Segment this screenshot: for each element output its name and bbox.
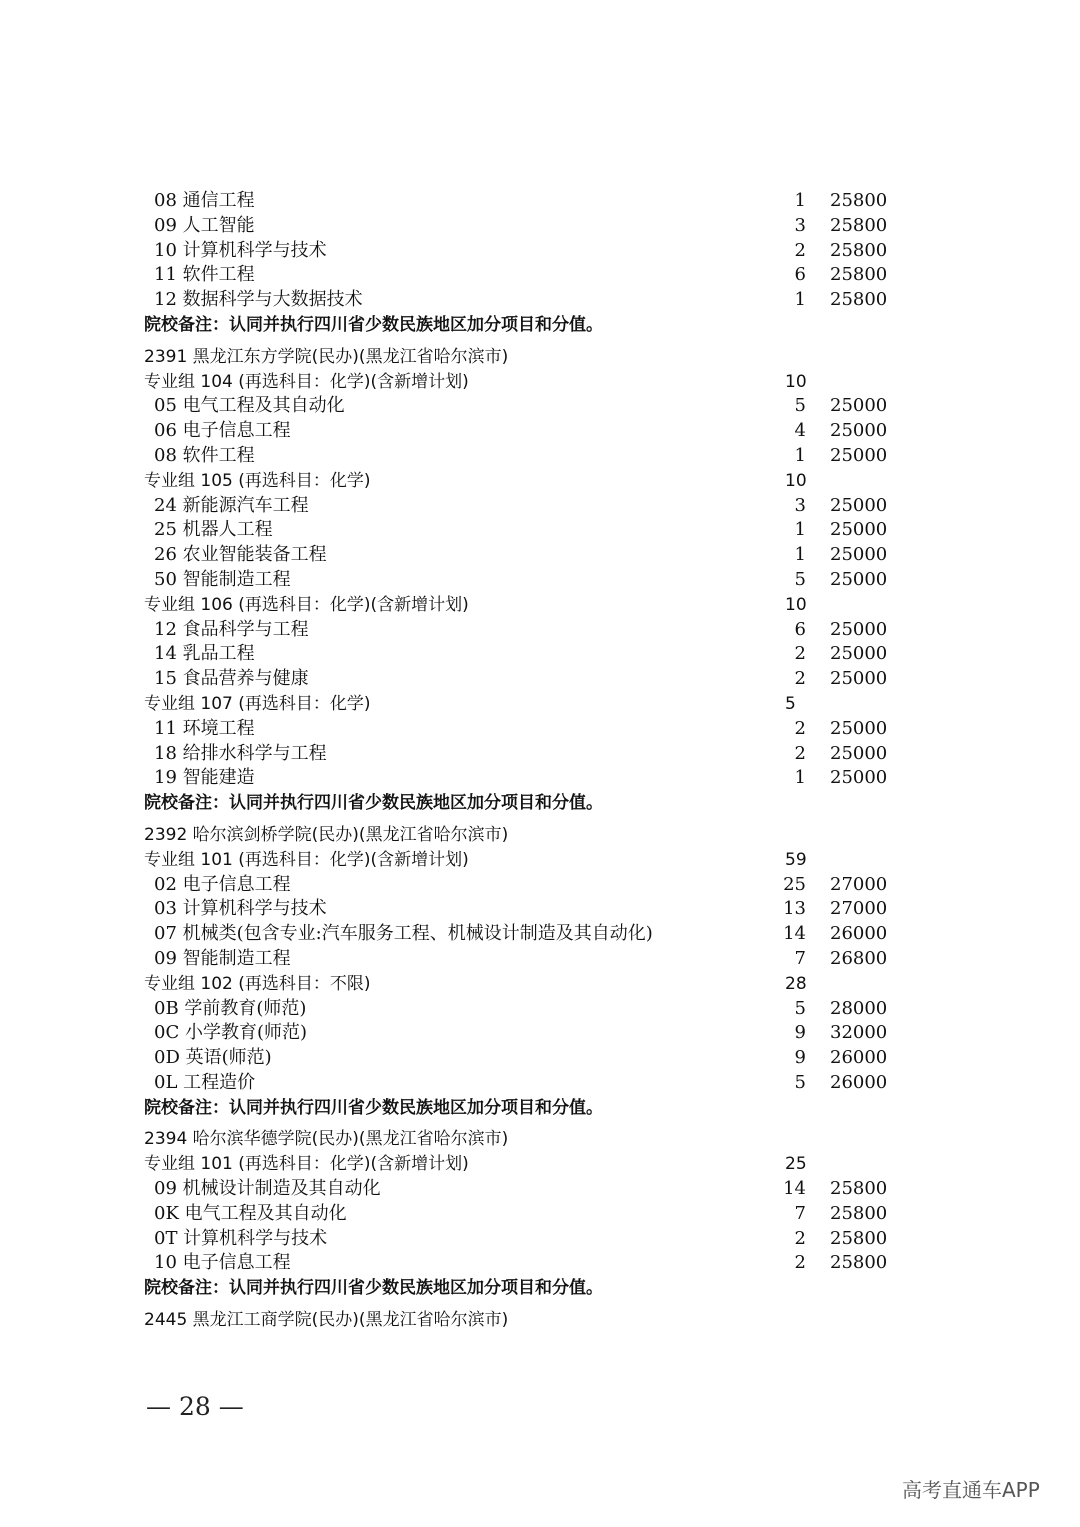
major-name: 06 电子信息工程 xyxy=(154,420,291,442)
major-row xyxy=(144,1071,924,1096)
tuition-fee: 26800 xyxy=(830,947,888,969)
tuition-fee: 25000 xyxy=(830,544,888,566)
major-name: 02 电子信息工程 xyxy=(154,873,291,895)
tuition-fee: 25000 xyxy=(830,618,888,640)
plan-count: 3 xyxy=(794,494,806,516)
major-row xyxy=(144,897,924,922)
group-plan-count: 10 xyxy=(785,470,807,491)
group-plan-count: 10 xyxy=(785,371,807,392)
group-plan-count: 10 xyxy=(785,594,807,615)
plan-count: 1 xyxy=(794,767,806,789)
note-text: 院校备注：认同并执行四川省少数民族地区加分项目和分值。 xyxy=(144,793,603,814)
major-row xyxy=(144,618,924,643)
group-name: 专业组 106 (再选科目：化学)(含新增计划) xyxy=(144,594,469,615)
plan-count: 6 xyxy=(794,264,806,286)
major-name: 50 智能制造工程 xyxy=(154,568,291,590)
plan-count: 13 xyxy=(783,898,806,920)
tuition-fee: 25800 xyxy=(830,264,888,286)
major-name: 14 乳品工程 xyxy=(154,643,255,665)
tuition-fee: 25800 xyxy=(830,1202,888,1224)
major-group-row xyxy=(144,370,924,395)
major-row xyxy=(144,1202,924,1227)
group-name: 专业组 105 (再选科目：化学) xyxy=(144,470,371,491)
note-text: 院校备注：认同并执行四川省少数民族地区加分项目和分值。 xyxy=(144,314,603,335)
major-name: 09 人工智能 xyxy=(154,214,255,236)
school-header xyxy=(144,1308,924,1333)
tuition-fee: 25000 xyxy=(830,643,888,665)
tuition-fee: 26000 xyxy=(830,1047,888,1069)
major-row xyxy=(144,444,924,469)
major-name: 18 给排水科学与工程 xyxy=(154,742,327,764)
major-name: 0L 工程造价 xyxy=(154,1071,256,1093)
major-row xyxy=(144,922,924,947)
school-note xyxy=(144,1276,924,1301)
major-row xyxy=(144,742,924,767)
plan-count: 2 xyxy=(794,668,806,690)
major-row xyxy=(144,1177,924,1202)
tuition-fee: 26000 xyxy=(830,923,888,945)
tuition-fee: 28000 xyxy=(830,997,888,1019)
school-note xyxy=(144,791,924,816)
plan-count: 1 xyxy=(794,544,806,566)
tuition-fee: 25800 xyxy=(830,1252,888,1274)
tuition-fee: 25800 xyxy=(830,190,888,211)
major-group-row xyxy=(144,848,924,873)
tuition-fee: 25800 xyxy=(830,1178,888,1200)
major-group-row xyxy=(144,469,924,494)
plan-count: 2 xyxy=(794,1227,806,1249)
plan-count: 2 xyxy=(794,1252,806,1274)
group-plan-count: 59 xyxy=(785,849,807,870)
plan-count: 9 xyxy=(794,1022,806,1044)
major-row xyxy=(144,288,924,313)
group-plan-count: 28 xyxy=(785,973,807,994)
major-name: 12 食品科学与工程 xyxy=(154,618,309,640)
major-row xyxy=(144,642,924,667)
plan-count: 7 xyxy=(794,1202,806,1224)
major-name: 0D 英语(师范) xyxy=(154,1047,272,1069)
major-name: 10 电子信息工程 xyxy=(154,1252,291,1274)
major-name: 26 农业智能装备工程 xyxy=(154,544,327,566)
major-name: 19 智能建造 xyxy=(154,767,255,789)
major-name: 09 机械设计制造及其自动化 xyxy=(154,1178,381,1200)
major-name: 11 环境工程 xyxy=(154,717,255,739)
plan-count: 4 xyxy=(794,420,806,442)
major-name: 07 机械类(包含专业:汽车服务工程、机械设计制造及其自动化) xyxy=(154,923,653,945)
app-watermark: 高考直通车APP xyxy=(902,1478,1040,1502)
enrollment-plan-list xyxy=(144,189,924,1333)
tuition-fee: 25000 xyxy=(830,767,888,789)
major-row xyxy=(144,997,924,1022)
plan-count: 3 xyxy=(794,214,806,236)
major-name: 15 食品营养与健康 xyxy=(154,668,309,690)
major-row xyxy=(144,419,924,444)
major-row xyxy=(144,717,924,742)
major-name: 08 软件工程 xyxy=(154,444,255,466)
major-row xyxy=(144,1251,924,1276)
major-row xyxy=(144,568,924,593)
tuition-fee: 25000 xyxy=(830,668,888,690)
major-row xyxy=(144,494,924,519)
tuition-fee: 25000 xyxy=(830,568,888,590)
plan-count: 1 xyxy=(794,519,806,541)
school-name: 2391 黑龙江东方学院(民办)(黑龙江省哈尔滨市) xyxy=(144,346,509,367)
school-name: 2445 黑龙江工商学院(民办)(黑龙江省哈尔滨市) xyxy=(144,1310,509,1331)
tuition-fee: 25000 xyxy=(830,395,888,417)
major-row xyxy=(144,239,924,264)
major-name: 03 计算机科学与技术 xyxy=(154,898,327,920)
tuition-fee: 25000 xyxy=(830,742,888,764)
major-row xyxy=(144,214,924,239)
major-name: 05 电气工程及其自动化 xyxy=(154,395,345,417)
major-row xyxy=(144,873,924,898)
tuition-fee: 25800 xyxy=(830,1227,888,1249)
major-name: 12 数据科学与大数据技术 xyxy=(154,289,363,311)
tuition-fee: 25000 xyxy=(830,519,888,541)
tuition-fee: 26000 xyxy=(830,1071,888,1093)
group-name: 专业组 104 (再选科目：化学)(含新增计划) xyxy=(144,371,469,392)
major-name: 25 机器人工程 xyxy=(154,519,273,541)
major-row xyxy=(144,543,924,568)
plan-count: 14 xyxy=(783,1178,806,1200)
tuition-fee: 25000 xyxy=(830,494,888,516)
major-name: 10 计算机科学与技术 xyxy=(154,239,327,261)
major-name: 0K 电气工程及其自动化 xyxy=(154,1202,347,1224)
major-group-row xyxy=(144,1152,924,1177)
school-header xyxy=(144,823,924,848)
group-name: 专业组 107 (再选科目：化学) xyxy=(144,693,371,714)
plan-count: 5 xyxy=(794,997,806,1019)
major-name: 0B 学前教育(师范) xyxy=(154,997,307,1019)
plan-count: 5 xyxy=(794,568,806,590)
group-name: 专业组 101 (再选科目：化学)(含新增计划) xyxy=(144,849,469,870)
tuition-fee: 25000 xyxy=(830,444,888,466)
major-row xyxy=(144,1021,924,1046)
major-row xyxy=(144,518,924,543)
tuition-fee: 25000 xyxy=(830,717,888,739)
plan-count: 2 xyxy=(794,239,806,261)
tuition-fee: 25800 xyxy=(830,289,888,311)
plan-count: 2 xyxy=(794,643,806,665)
page-number: — 28 — xyxy=(146,1392,244,1421)
major-name: 08 通信工程 xyxy=(154,190,255,211)
major-row xyxy=(144,189,924,214)
group-plan-count: 25 xyxy=(785,1154,807,1175)
plan-count: 2 xyxy=(794,717,806,739)
plan-count: 25 xyxy=(783,873,806,895)
major-name: 24 新能源汽车工程 xyxy=(154,494,309,516)
school-header xyxy=(144,1127,924,1152)
plan-count: 9 xyxy=(794,1047,806,1069)
plan-count: 2 xyxy=(794,742,806,764)
major-row xyxy=(144,766,924,791)
group-name: 专业组 102 (再选科目：不限) xyxy=(144,973,371,994)
plan-count: 7 xyxy=(794,947,806,969)
major-name: 0C 小学教育(师范) xyxy=(154,1022,307,1044)
school-note xyxy=(144,1096,924,1121)
major-name: 11 软件工程 xyxy=(154,264,255,286)
school-name: 2394 哈尔滨华德学院(民办)(黑龙江省哈尔滨市) xyxy=(144,1129,509,1150)
tuition-fee: 27000 xyxy=(830,873,888,895)
major-name: 09 智能制造工程 xyxy=(154,947,291,969)
tuition-fee: 25800 xyxy=(830,214,888,236)
plan-count: 6 xyxy=(794,618,806,640)
tuition-fee: 25000 xyxy=(830,420,888,442)
plan-count: 5 xyxy=(794,1071,806,1093)
group-plan-count: 5 xyxy=(785,693,796,714)
note-text: 院校备注：认同并执行四川省少数民族地区加分项目和分值。 xyxy=(144,1097,603,1118)
tuition-fee: 32000 xyxy=(830,1022,888,1044)
major-row xyxy=(144,263,924,288)
school-note xyxy=(144,313,924,338)
major-group-row xyxy=(144,972,924,997)
major-group-row xyxy=(144,593,924,618)
major-row xyxy=(144,1227,924,1252)
plan-count: 1 xyxy=(794,444,806,466)
major-row xyxy=(144,1046,924,1071)
major-row xyxy=(144,947,924,972)
tuition-fee: 27000 xyxy=(830,898,888,920)
plan-count: 14 xyxy=(783,923,806,945)
note-text: 院校备注：认同并执行四川省少数民族地区加分项目和分值。 xyxy=(144,1278,603,1299)
major-row xyxy=(144,394,924,419)
school-header xyxy=(144,345,924,370)
major-name: 0T 计算机科学与技术 xyxy=(154,1227,328,1249)
plan-count: 1 xyxy=(794,190,806,211)
plan-count: 1 xyxy=(794,289,806,311)
school-name: 2392 哈尔滨剑桥学院(民办)(黑龙江省哈尔滨市) xyxy=(144,824,509,845)
major-row xyxy=(144,667,924,692)
plan-count: 5 xyxy=(794,395,806,417)
major-group-row xyxy=(144,692,924,717)
group-name: 专业组 101 (再选科目：化学)(含新增计划) xyxy=(144,1154,469,1175)
tuition-fee: 25800 xyxy=(830,239,888,261)
